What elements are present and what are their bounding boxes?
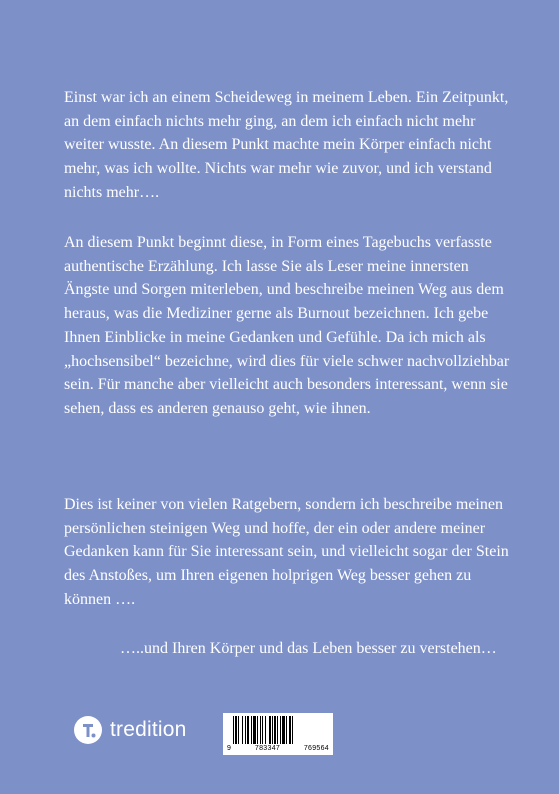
barcode-bars xyxy=(227,716,329,744)
blurb-paragraph-3: Dies ist keiner von vielen Ratgebern, sondern ich beschreibe meinen persönlichen steinigen Weg und hoffe, der ein oder andere meiner Gedanken kann für Sie interessant sein, und vielleicht sogar der Stein des Anstoßes, um Ihren eigenen holprigen Weg besser gehen zu können …. xyxy=(64,496,509,608)
barcode-digit-group-1: 783347 xyxy=(254,745,281,752)
barcode-digit-group-2: 769564 xyxy=(303,745,329,752)
blurb-paragraph-1: Einst war ich an einem Scheideweg in meinem Leben. Ein Zeitpunkt, an dem einfach nichts mehr ging, an dem ich einfach nicht mehr weiter wusste. An diesem Punkt machte mein Körper einfach nicht mehr, was ich wollte. Nichts war mehr wie zuvor, und ich verstand nichts mehr…. xyxy=(64,89,509,201)
barcode-digits xyxy=(227,745,329,752)
isbn-barcode xyxy=(223,713,333,755)
blurb-paragraph-4: …..und Ihren Körper und das Leben besser zu verstehen… xyxy=(120,640,497,657)
tredition-logo-icon xyxy=(74,716,102,744)
blurb-paragraph-2: An diesem Punkt beginnt diese, in Form eines Tagebuchs verfasste authentische Erzählung. Ich lasse Sie als Leser meine innersten Ängste und Sorgen miterleben, und beschreibe meinen Weg aus dem heraus, was die Mediziner gerne als Burnout bezeichnen. Ich gebe Ihnen Einblicke in meine Gedanken und Gefühle. Da ich mich als „hochsensibel“ bezeichne, wird dies für viele schwer nachvollziehbar sein. Für manche aber vielleicht auch besonders interessant, wenn sie sehen, dass es anderen genauso geht, wie ihnen. xyxy=(64,234,510,417)
barcode-digit-prefix: 9 xyxy=(227,745,232,752)
publisher-logo xyxy=(74,716,187,744)
publisher-name: tredition xyxy=(110,718,187,741)
